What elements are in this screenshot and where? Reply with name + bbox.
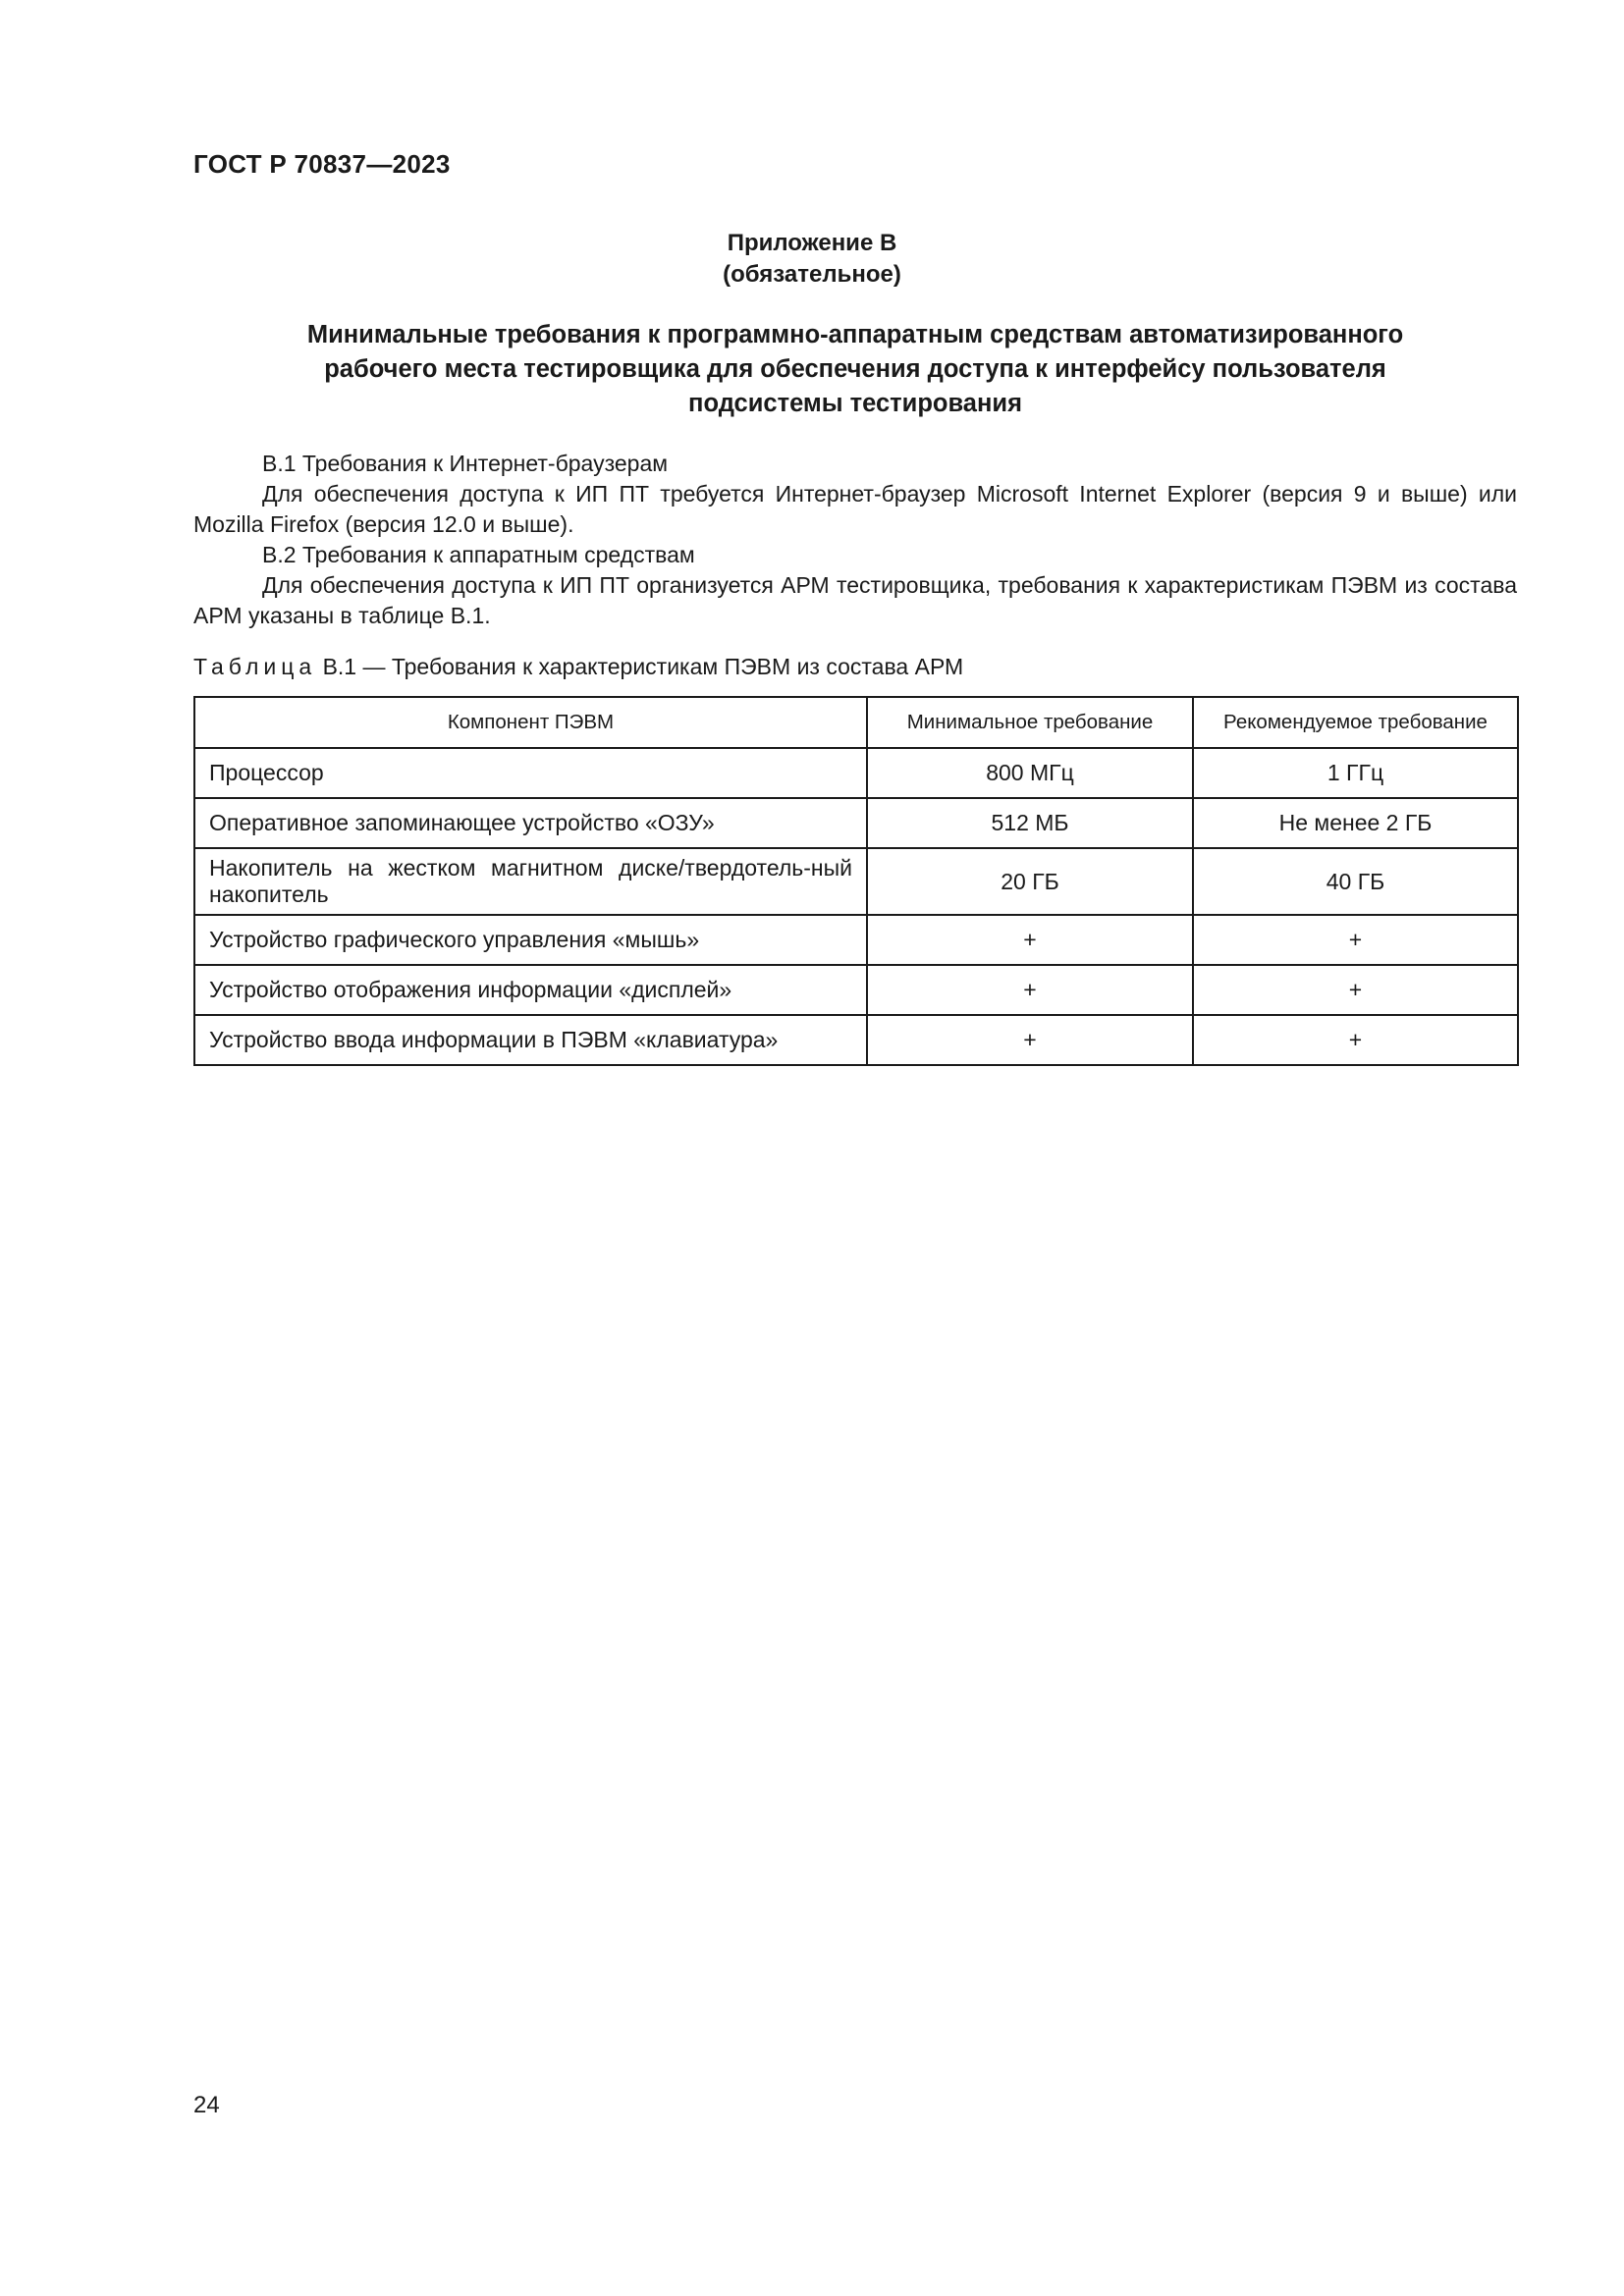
- page-number: 24: [193, 2092, 220, 2118]
- header-cell-recommended: Рекомендуемое требование: [1193, 697, 1518, 748]
- minimum-cell: 20 ГБ: [867, 848, 1193, 915]
- header-cell-component: Компонент ПЭВМ: [194, 697, 867, 748]
- header-cell-minimum: Минимальное требование: [867, 697, 1193, 748]
- table-row: [194, 915, 1518, 965]
- table-row: [194, 798, 1518, 848]
- component-cell: Накопитель на жестком магнитном диске/твердотель-ный накопитель: [194, 848, 867, 915]
- recommended-cell: Не менее 2 ГБ: [1193, 798, 1518, 848]
- section-heading: В.1 Требования к Интернет-браузерам: [262, 451, 669, 476]
- component-cell: Оперативное запоминающее устройство «ОЗУ»: [194, 798, 867, 848]
- section-paragraph: Для обеспечения доступа к ИП ПТ требуется Интернет-браузер Microsoft Internet Explorer (версия 9 и выше) или Mozilla Firefox (версия 12.0 и выше).: [193, 481, 1517, 537]
- minimum-cell: +: [867, 1015, 1193, 1065]
- title-line: рабочего места тестировщика для обеспечения доступа к интерфейсу пользователя: [324, 355, 1386, 383]
- table-row: [194, 748, 1518, 798]
- minimum-cell: +: [867, 915, 1193, 965]
- document-header: ГОСТ Р 70837—2023: [193, 149, 451, 179]
- recommended-cell: +: [1193, 915, 1518, 965]
- table-header-row: [194, 697, 1518, 748]
- table-row: [194, 848, 1518, 915]
- title-line: подсистемы тестирования: [688, 390, 1022, 417]
- table-row: [194, 965, 1518, 1015]
- recommended-cell: 40 ГБ: [1193, 848, 1518, 915]
- title-line: Минимальные требования к программно-аппаратным средствам автоматизированного: [306, 321, 1404, 348]
- recommended-cell: 1 ГГц: [1193, 748, 1518, 798]
- recommended-cell: +: [1193, 965, 1518, 1015]
- appendix-title: [193, 318, 1517, 421]
- component-cell: Процессор: [194, 748, 867, 798]
- table-caption-word: Таблица: [193, 654, 317, 679]
- appendix-label: Приложение В: [727, 230, 897, 256]
- component-cell: Устройство отображения информации «дисплей»: [194, 965, 867, 1015]
- table-caption-text: В.1 — Требования к характеристикам ПЭВМ из состава АРМ: [322, 654, 964, 679]
- appendix-status: (обязательное): [723, 261, 901, 288]
- section-paragraph: Для обеспечения доступа к ИП ПТ организуется АРМ тестировщика, требования к характеристикам ПЭВМ из состава АРМ указаны в таблице В.1.: [193, 572, 1517, 628]
- appendix-heading: [0, 228, 1624, 291]
- component-cell: Устройство ввода информации в ПЭВМ «клавиатура»: [194, 1015, 867, 1065]
- section-heading: В.2 Требования к аппаратным средствам: [262, 542, 695, 567]
- minimum-cell: 512 МБ: [867, 798, 1193, 848]
- component-cell: Устройство графического управления «мышь»: [194, 915, 867, 965]
- minimum-cell: 800 МГц: [867, 748, 1193, 798]
- recommended-cell: +: [1193, 1015, 1518, 1065]
- body-text: [193, 449, 1517, 631]
- table-caption: [193, 652, 963, 682]
- table-row: [194, 1015, 1518, 1065]
- requirements-table: [193, 696, 1519, 1066]
- minimum-cell: +: [867, 965, 1193, 1015]
